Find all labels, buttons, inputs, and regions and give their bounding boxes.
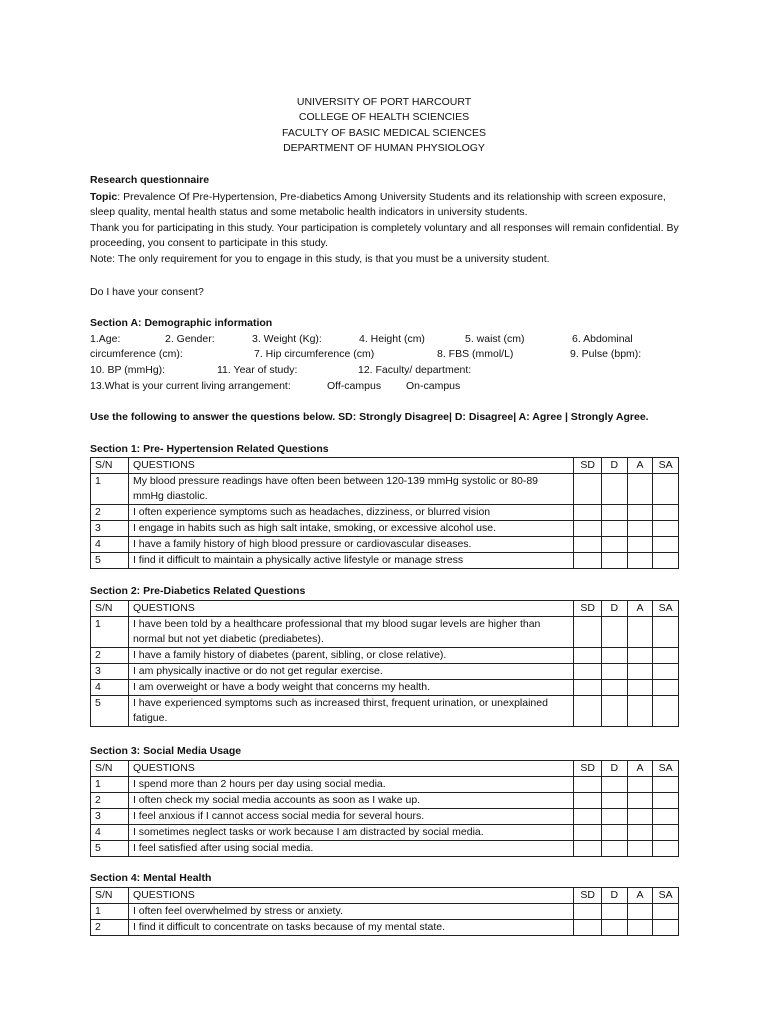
sd-header: SD [574,888,602,904]
sd-answer-cell[interactable] [574,904,602,920]
demographic-row-1 [90,332,680,348]
a-answer-cell[interactable] [627,537,653,553]
sd-answer-cell[interactable] [574,920,602,936]
d-answer-cell[interactable] [602,920,628,936]
a-header: A [627,888,653,904]
table-row [91,664,679,680]
table-row [91,920,679,936]
question-text: I engage in habits such as high salt intake, smoking, or excessive alcohol use. [128,521,573,537]
demographic-row-3 [90,363,680,379]
question-text: I find it difficult to maintain a physically active lifestyle or manage stress [128,553,573,569]
d-header: D [602,458,628,474]
weight-field: 3. Weight (Kg): [252,332,322,345]
faculty-name: FACULTY OF BASIC MEDICAL SCIENCES [281,126,487,139]
off-campus-option: Off-campus [327,379,382,392]
d-answer-cell[interactable] [602,825,628,841]
sa-answer-cell[interactable] [653,617,679,648]
sa-header: SA [653,601,679,617]
table-header-row [91,761,679,777]
sn-header: S/N [91,458,129,474]
questions-header: QUESTIONS [128,761,573,777]
answer-instructions: Use the following to answer the questions below. SD: Strongly Disagree| D: Disagree| A: Agree | Strongly Agree. [90,411,649,423]
section-1-title: Section 1: Pre- Hypertension Related Questions [90,443,329,455]
section-3-title: Section 3: Social Media Usage [90,745,242,757]
topic-text: : Prevalence Of Pre-Hypertension, Pre-diabetics Among University Students and its relationship with screen exposure, sleep quality, mental health status and some metabolic health indicators in university students. [90,190,666,218]
department-name: DEPARTMENT OF HUMAN PHYSIOLOGY [283,141,485,154]
questions-header: QUESTIONS [128,601,573,617]
question-text: I am overweight or have a body weight that concerns my health. [128,680,573,696]
sd-answer-cell[interactable] [574,680,602,696]
question-number: 3 [91,809,129,825]
question-number: 2 [91,793,129,809]
a-answer-cell[interactable] [627,696,653,727]
a-answer-cell[interactable] [627,793,653,809]
sd-answer-cell[interactable] [574,505,602,521]
sa-answer-cell[interactable] [653,825,679,841]
section-4-title: Section 4: Mental Health [90,872,212,884]
sa-answer-cell[interactable] [653,553,679,569]
a-answer-cell[interactable] [627,617,653,648]
a-answer-cell[interactable] [627,553,653,569]
question-text: I often check my social media accounts as soon as I wake up. [128,793,573,809]
sa-answer-cell[interactable] [653,537,679,553]
sd-answer-cell[interactable] [574,664,602,680]
d-answer-cell[interactable] [602,793,628,809]
demographic-row-4 [90,379,680,395]
abdominal-field: 6. Abdominal [572,332,633,345]
topic-paragraph [90,190,680,221]
d-answer-cell[interactable] [602,809,628,825]
table-header-row [91,601,679,617]
question-text: I have a family history of diabetes (parent, sibling, or close relative). [128,648,573,664]
table-row [91,793,679,809]
a-answer-cell[interactable] [627,521,653,537]
questions-header: QUESTIONS [128,888,573,904]
d-answer-cell[interactable] [602,696,628,727]
a-answer-cell[interactable] [627,920,653,936]
section-4-table [90,887,679,936]
sd-answer-cell[interactable] [574,648,602,664]
question-text: I often experience symptoms such as headaches, dizziness, or blurred vision [128,505,573,521]
height-field: 4. Height (cm) [359,332,425,345]
section-2-title: Section 2: Pre-Diabetics Related Questions [90,585,306,597]
sa-answer-cell[interactable] [653,680,679,696]
a-header: A [627,761,653,777]
age-field: 1.Age: [90,332,121,345]
question-number: 5 [91,696,129,727]
section-a-title: Section A: Demographic information [90,317,273,329]
section-a [90,316,680,394]
sd-answer-cell[interactable] [574,537,602,553]
sa-header: SA [653,888,679,904]
d-answer-cell[interactable] [602,648,628,664]
sn-header: S/N [91,761,129,777]
a-answer-cell[interactable] [627,474,653,505]
waist-field: 5. waist (cm) [465,332,525,345]
table-header-row [91,458,679,474]
table-row [91,617,679,648]
living-arrangement-field: 13.What is your current living arrangement: [90,379,291,392]
table-row [91,696,679,727]
sa-answer-cell[interactable] [653,505,679,521]
table-row [91,809,679,825]
question-number: 1 [91,617,129,648]
question-number: 1 [91,777,129,793]
a-answer-cell[interactable] [627,680,653,696]
sd-answer-cell[interactable] [574,617,602,648]
d-answer-cell[interactable] [602,841,628,857]
questionnaire-title: Research questionnaire [90,174,210,186]
abdominal-circumference-field: circumference (cm): [90,348,183,361]
sa-answer-cell[interactable] [653,696,679,727]
question-number: 2 [91,648,129,664]
thanks-paragraph: Thank you for participating in this study. Your participation is completely voluntary and all responses will remain confidential. By proceeding, you consent to participate in this study. [90,221,679,249]
sa-answer-cell[interactable] [653,474,679,505]
table-header-row [91,888,679,904]
a-answer-cell[interactable] [627,841,653,857]
d-answer-cell[interactable] [602,505,628,521]
d-header: D [602,888,628,904]
sa-answer-cell[interactable] [653,904,679,920]
sd-answer-cell[interactable] [574,521,602,537]
sd-header: SD [574,601,602,617]
d-header: D [602,761,628,777]
question-number: 1 [91,904,129,920]
note-paragraph: Note: The only requirement for you to engage in this study, is that you must be a university student. [90,252,550,265]
d-header: D [602,601,628,617]
question-text: I am physically inactive or do not get regular exercise. [128,664,573,680]
question-text: I feel satisfied after using social media. [128,841,573,857]
sd-answer-cell[interactable] [574,825,602,841]
table-row [91,648,679,664]
university-name: UNIVERSITY OF PORT HARCOURT [296,96,472,108]
sa-answer-cell[interactable] [653,841,679,857]
sd-header: SD [574,761,602,777]
bp-field: 10. BP (mmHg): [90,363,166,376]
a-answer-cell[interactable] [627,664,653,680]
question-number: 4 [91,825,129,841]
question-number: 5 [91,553,129,569]
a-header: A [627,458,653,474]
table-row [91,825,679,841]
d-answer-cell[interactable] [602,777,628,793]
table-row [91,904,679,920]
a-answer-cell[interactable] [627,825,653,841]
question-text: My blood pressure readings have often been between 120-139 mmHg systolic or 80-89 mmHg diastolic. [128,474,573,505]
question-number: 2 [91,920,129,936]
question-text: I find it difficult to concentrate on tasks because of my mental state. [128,920,573,936]
d-answer-cell[interactable] [602,521,628,537]
fbs-field: 8. FBS (mmol/L) [437,348,514,361]
a-header: A [627,601,653,617]
sa-answer-cell[interactable] [653,920,679,936]
topic-label: Topic [90,190,118,203]
question-text: I feel anxious if I cannot access social media for several hours. [128,809,573,825]
hip-field: 7. Hip circumference (cm) [254,348,375,361]
sa-header: SA [653,761,679,777]
a-answer-cell[interactable] [627,809,653,825]
question-number: 4 [91,537,129,553]
sd-answer-cell[interactable] [574,793,602,809]
demographic-row-2 [90,347,680,363]
d-answer-cell[interactable] [602,474,628,505]
faculty-field: 12. Faculty/ department: [358,363,472,376]
table-row [91,553,679,569]
consent-question: Do I have your consent? [90,286,204,298]
question-text: I often feel overwhelmed by stress or anxiety. [128,904,573,920]
on-campus-option: On-campus [406,379,461,392]
question-number: 3 [91,664,129,680]
table-row [91,521,679,537]
college-name: COLLEGE OF HEALTH SCIENCIES [298,111,470,124]
section-3-table [90,760,679,857]
sa-answer-cell[interactable] [653,809,679,825]
question-text: I sometimes neglect tasks or work because I am distracted by social media. [128,825,573,841]
question-number: 4 [91,680,129,696]
document-header [0,95,768,156]
d-answer-cell[interactable] [602,537,628,553]
question-text: I have a family history of high blood pressure or cardiovascular diseases. [128,537,573,553]
sd-answer-cell[interactable] [574,809,602,825]
sd-answer-cell[interactable] [574,696,602,727]
question-text: I spend more than 2 hours per day using social media. [128,777,573,793]
pulse-field: 9. Pulse (bpm): [570,348,642,361]
question-text: I have been told by a healthcare professional that my blood sugar levels are higher than normal but not yet diabetic (prediabetes). [128,617,573,648]
year-field: 11. Year of study: [217,363,298,376]
d-answer-cell[interactable] [602,904,628,920]
sa-answer-cell[interactable] [653,793,679,809]
question-number: 2 [91,505,129,521]
table-row [91,537,679,553]
question-number: 3 [91,521,129,537]
table-row [91,474,679,505]
sd-header: SD [574,458,602,474]
sa-header: SA [653,458,679,474]
table-row [91,841,679,857]
sd-answer-cell[interactable] [574,474,602,505]
question-text: I have experienced symptoms such as increased thirst, frequent urination, or unexplained fatigue. [128,696,573,727]
d-answer-cell[interactable] [602,617,628,648]
sn-header: S/N [91,888,129,904]
sd-answer-cell[interactable] [574,841,602,857]
d-answer-cell[interactable] [602,553,628,569]
sd-answer-cell[interactable] [574,553,602,569]
sa-answer-cell[interactable] [653,648,679,664]
question-number: 5 [91,841,129,857]
section-1-table [90,457,679,569]
questions-header: QUESTIONS [128,458,573,474]
intro-block [90,173,680,267]
a-answer-cell[interactable] [627,904,653,920]
a-answer-cell[interactable] [627,777,653,793]
a-answer-cell[interactable] [627,648,653,664]
table-row [91,505,679,521]
question-number: 1 [91,474,129,505]
gender-field: 2. Gender: [165,332,215,345]
table-row [91,680,679,696]
d-answer-cell[interactable] [602,680,628,696]
d-answer-cell[interactable] [602,664,628,680]
sa-answer-cell[interactable] [653,777,679,793]
table-row [91,777,679,793]
sa-answer-cell[interactable] [653,521,679,537]
sa-answer-cell[interactable] [653,664,679,680]
sd-answer-cell[interactable] [574,777,602,793]
sn-header: S/N [91,601,129,617]
a-answer-cell[interactable] [627,505,653,521]
section-2-table [90,600,679,727]
